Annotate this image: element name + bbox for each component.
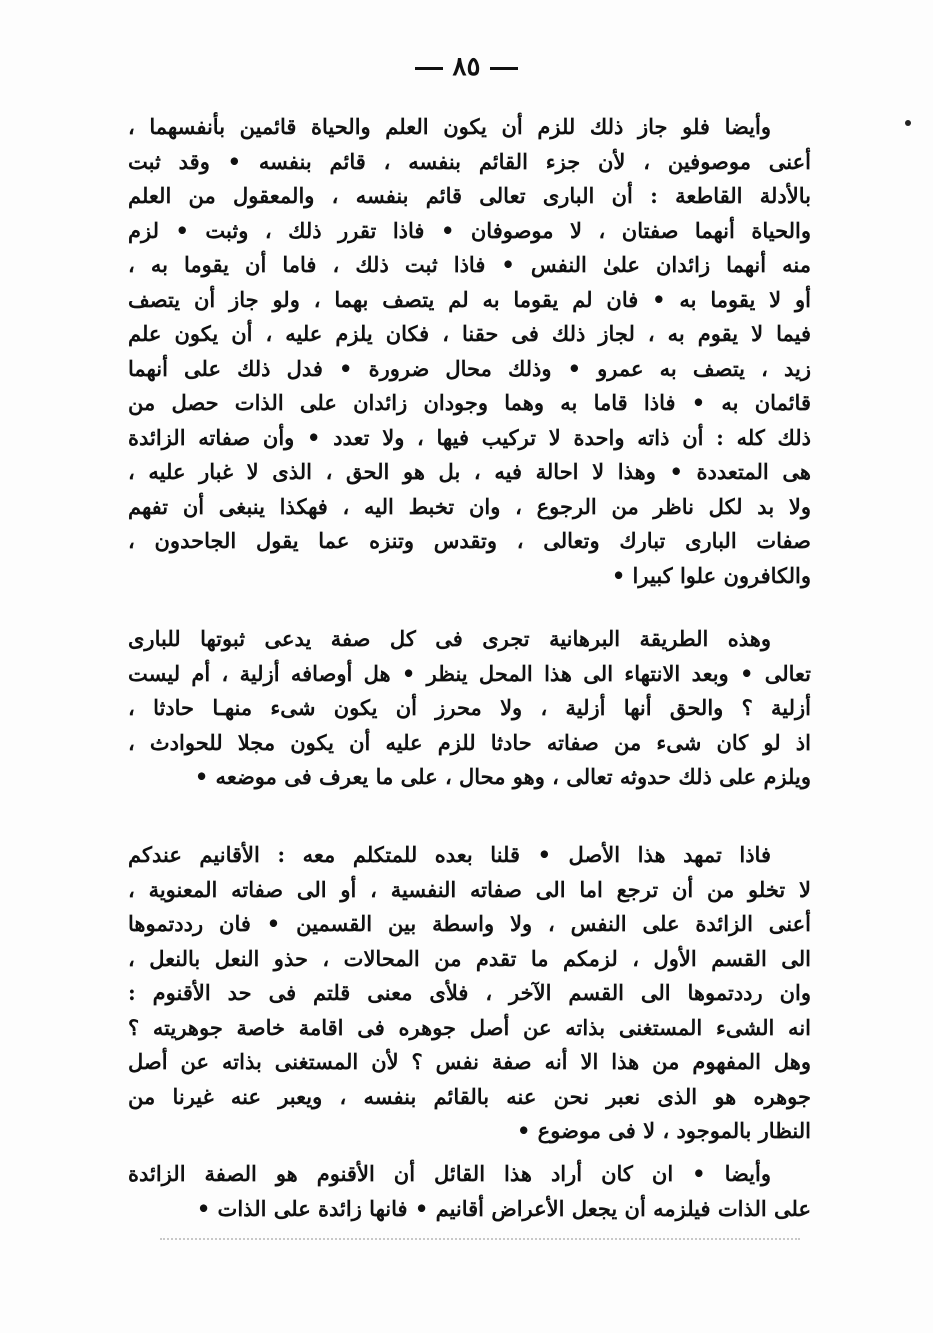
text-line: صفات البارى تبارك وتعالى ، وتقدس وتنزه عما يقول الجاحدون ،: [128, 528, 811, 553]
text-line: فيما لا يقوم به ، لجاز ذلك فى حقنا ، فكان يلزم عليه ، أن يكون علم: [128, 321, 811, 346]
dash-right: [415, 67, 443, 70]
text-line: فاذا تمهد هذا الأصل • قلنا بعده للمتكلم معه : الأقانيم عندكم: [128, 842, 771, 867]
text-line: هى المتعددة • وهذا لا احالة فيه ، بل هو الحق ، الذى لا غبار عليه ،: [128, 459, 811, 484]
text-line: انه الشىء المستغنى بذاته عن أصل جوهره فى اقامة خاصة جوهريته ؟: [128, 1014, 811, 1040]
text-line: وأيضا فلو جاز ذلك للزم أن يكون العلم والحياة قائمين بأنفسهما ،: [128, 114, 771, 139]
text-line: الى القسم الأول ، لزمكم ما تقدم من المحالات ، حذو النعل بالنعل ،: [128, 945, 811, 971]
text-line: أو لا يقوما به • فان لم يقوما به لم يتصف بهما ، ولو جاز أن يتصف: [128, 286, 811, 312]
margin-mark: [905, 120, 911, 126]
text-line: منه أنهما زائدان علىٰ النفس • فاذا ثبت ذلك ، فاما أن يقوما به ،: [128, 252, 811, 277]
text-line: والكافرون علوا كبيرا •: [611, 562, 811, 588]
paragraph-4: [128, 1157, 811, 1226]
text-line: وهل المفهوم من هذا الا أنه صفة نفس ؟ لأن المستغنى بذاته عن أصل: [128, 1049, 811, 1074]
text-line: تعالى • وبعد الانتهاء الى هذا المحل ينظر • هل أوصافه أزلية ، أم ليست: [128, 660, 811, 686]
text-line: وهذه الطريقة البرهانية تجرى فى كل صفة يدعى ثبوتها للبارى: [128, 626, 771, 651]
text-line: ويلزم على ذلك حدوثه تعالى ، وهو محال ، على ما يعرف فى موضعه •: [194, 764, 811, 789]
text-line: بالأدلة القاطعة : أن البارى تعالى قائم بنفسه ، والمعقول من العلم: [128, 183, 811, 208]
dash-left: [490, 67, 518, 70]
page-number: ٨٥: [452, 52, 481, 82]
text-line: وأيضا • ان كان أراد هذا القائل أن الأقنوم هو الصفة الزائدة: [128, 1161, 771, 1186]
text-line: والحياة أنهما صفتان ، لا موصوفان • فاذا تقرر ذلك ، وثبت • لزم: [128, 217, 811, 243]
page-number-header: [0, 50, 933, 84]
text-line: النظار بالموجود ، لا فى موضوع •: [516, 1118, 811, 1143]
text-line: قائمان به • فاذا قاما به وهما وجودان زائدان على الذات حصل من: [128, 390, 811, 415]
text-line: وان رددتموها الى القسم الآخر ، فلأى معنى قلتم فى حد الأقنوم :: [128, 980, 811, 1005]
text-line: أزلية ؟ والحق أنها أزلية ، ولا محرز أن يكون شىء منهـا حادثا ،: [128, 695, 811, 720]
text-line: لا تخلو من أن ترجع اما الى صفاته النفسية ، أو الى صفاته المعنوية ،: [128, 876, 811, 902]
text-line: اذ لو كان شىء من صفاته حادثا للزم عليه أن يكون مجلا للحوادث ،: [128, 729, 811, 755]
paragraph-3: [128, 838, 811, 1149]
text-line: ذلك كله : أن ذاته واحدة لا تركيب فيها ، ولا تعدد • وأن صفاته الزائدة: [128, 424, 811, 450]
text-line: أعنى الزائدة على النفس ، ولا واسطة بين القسمين • فان رددتموها: [128, 911, 811, 936]
paragraph-1: [128, 110, 811, 593]
text-line: أعنى موصوفين ، لأن جزء القائم بنفسه ، قائم بنفسه • وقد ثبت: [128, 148, 811, 174]
text-line: ولا بد لكل ناظر من الرجوع ، وان تخبط اليه ، فهكذا ينبغى أن تفهم: [128, 493, 811, 519]
paragraph-2: [128, 622, 811, 795]
text-line: على الذات فيلزمه أن يجعل الأعراض أقانيم • فانها زائدة على الذات •: [196, 1195, 811, 1221]
text-line: زيد ، يتصف به عمرو • وذلك محال ضرورة • فدل ذلك على أنهما: [128, 355, 811, 381]
text-line: جوهره هو الذى نعبر نحن عنه بالقائم بنفسه ، ويعبر عنه غيرنا من: [128, 1083, 811, 1109]
print-speckle: [160, 1238, 800, 1244]
